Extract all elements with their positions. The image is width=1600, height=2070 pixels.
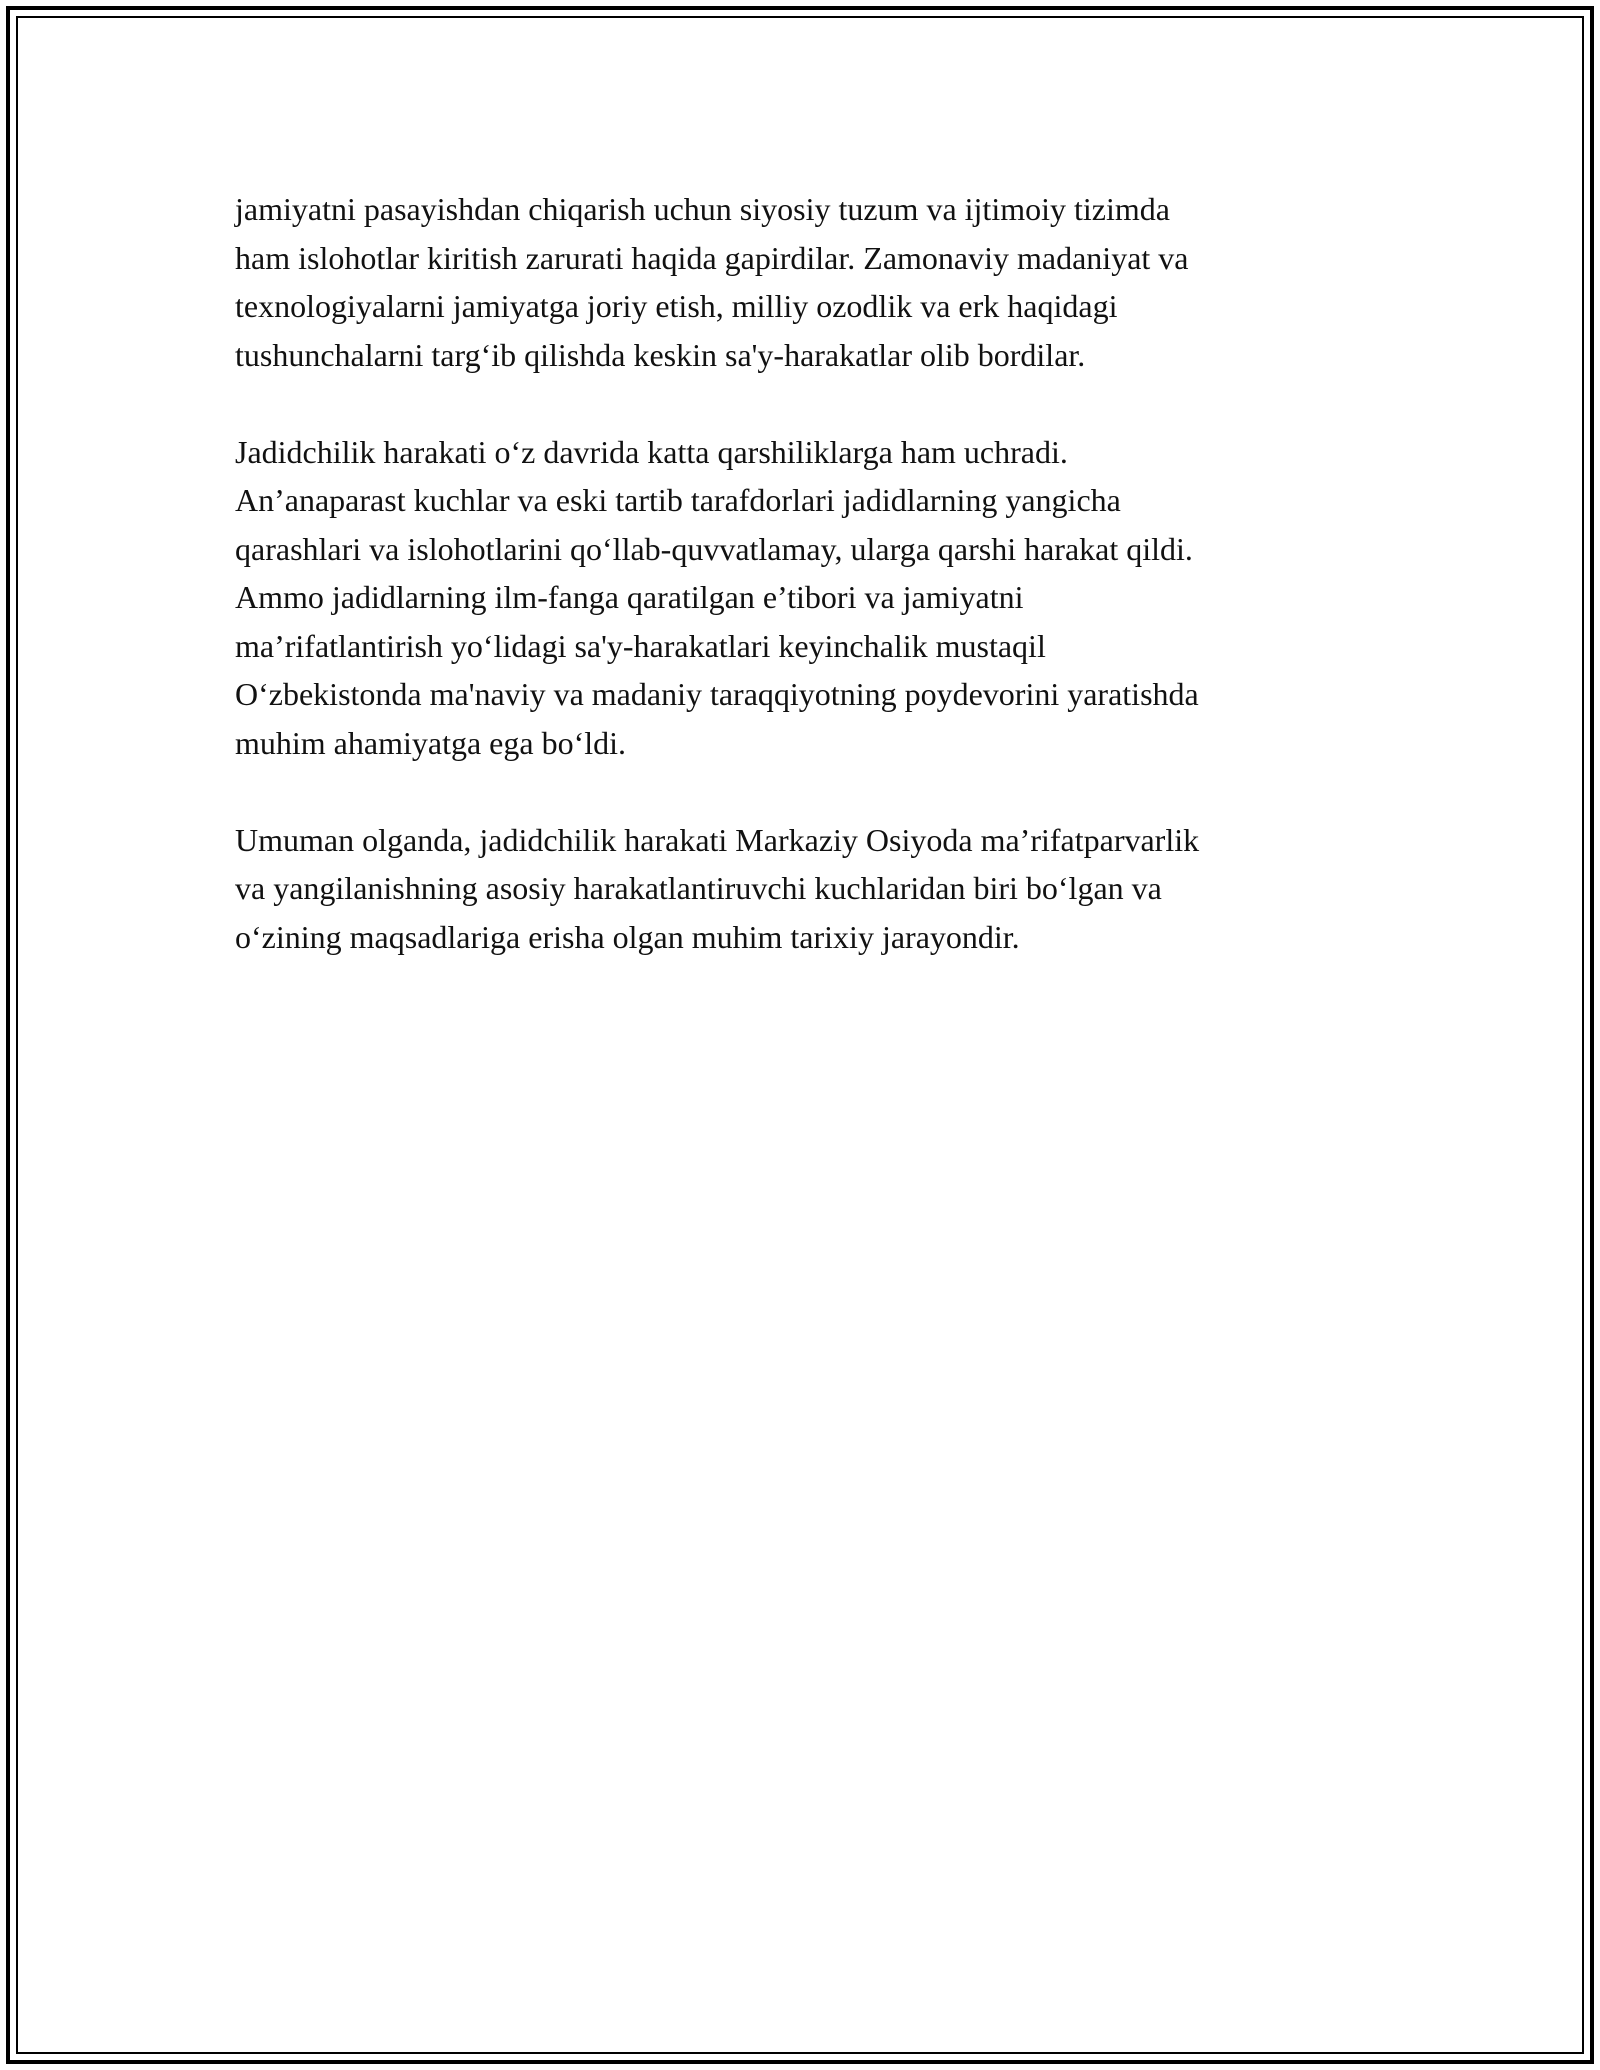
text-line: Umuman olganda, jadidchilik harakati Markaziy Osiyoda ma’rifatparvarlik (235, 821, 1200, 858)
text-line: Jadidchilik harakati o‘z davrida katta qarshiliklarga ham uchradi. (235, 433, 1068, 470)
text-line: o‘zining maqsadlariga erisha olgan muhim tarixiy jarayondir. (235, 918, 1020, 955)
paragraph-2 (235, 428, 1375, 768)
text-line: ma’rifatlantirish yo‘lidagi sa'y-harakatlari keyinchalik mustaqil (235, 627, 1046, 664)
text-line: O‘zbekistonda ma'naviy va madaniy taraqqiyotning poydevorini yaratishda (235, 676, 1199, 712)
paragraph-3 (235, 816, 1375, 962)
document-body (235, 185, 1375, 1010)
text-line: Ammo jadidlarning ilm-fanga qaratilgan e’tibori va jamiyatni (235, 579, 1024, 615)
text-line: qarashlari va islohotlarini qo‘llab-quvvatlamay, ularga qarshi harakat qildi. (235, 530, 1193, 567)
paragraph-1 (235, 185, 1375, 379)
text-line: va yangilanishning asosiy harakatlantiruvchi kuchlaridan biri bo‘lgan va (235, 870, 1162, 906)
text-line: jamiyatni pasayishdan chiqarish uchun siyosiy tuzum va ijtimoiy tizimda (235, 191, 1170, 227)
text-line: An’anaparast kuchlar va eski tartib tarafdorlari jadidlarning yangicha (235, 482, 1121, 518)
text-line: tushunchalarni targ‘ib qilishda keskin sa'y-harakatlar olib bordilar. (235, 336, 1086, 373)
text-line: texnologiyalarni jamiyatga joriy etish, milliy ozodlik va erk haqidagi (235, 288, 1118, 324)
text-line: muhim ahamiyatga ega bo‘ldi. (235, 724, 626, 761)
text-line: ham islohotlar kiritish zarurati haqida gapirdilar. Zamonaviy madaniyat va (235, 239, 1189, 276)
